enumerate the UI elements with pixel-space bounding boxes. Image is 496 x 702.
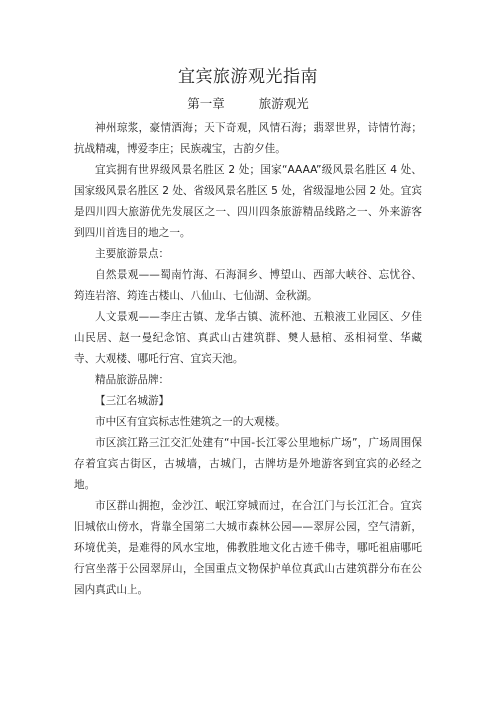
city-paragraph-3: 市区群山拥抱，金沙江、岷江穿城而过，在合江门与长江汇合。宜宾旧城依山傍水，背靠全国第二大城市森林公园——翠屏公园，空气清新，环境优美，是难得的风水宝地，佛教胜地文化古迹千佛寺，哪吒祖庙哪吒行宫坐落于公园翠屏山，全国重点文物保护单位真武山古建筑群分布在公园内真武山上。	[74, 500, 422, 596]
chapter-number: 第一章	[187, 96, 225, 111]
city-paragraph-2: 市区滨江路三江交汇处建有“中国-长江零公里地标广场”，广场周围保存着宜宾古街区，古城墙，古城门，古牌坊是外地游客到宜宾的必经之地。	[74, 437, 422, 491]
overview-paragraph: 宜宾拥有世界级风景名胜区 2 处；国家“AAAA”级风景名胜区 4 处、国家级风景名胜区 2 处、省级风景名胜区 5 处，省级湿地公园 2 处。宜宾是四川四大旅游优先发展区之一、四川四条旅游精品线路之一、外来游客到四川首选目的地之一。	[74, 164, 422, 239]
intro-paragraph: 神州琼浆，豪情酒海；天下奇观，风情石海；翡翠世界，诗情竹海；抗战精魂，博爱李庄；民族魂宝，古韵夕佳。	[74, 122, 422, 155]
main-attractions-label: 主要旅游景点：	[95, 248, 170, 260]
document-body	[74, 118, 422, 601]
city-paragraph-1: 市中区有宜宾标志性建筑之一的大观楼。	[95, 416, 286, 428]
natural-landscape-paragraph: 自然景观——蜀南竹海、石海洞乡、博望山、西部大峡谷、忘忧谷、筠连岩溶、筠连古楼山、八仙山、七仙湖、金秋湖。	[74, 269, 422, 302]
chapter-name: 旅游观光	[258, 96, 309, 111]
chapter-heading	[0, 94, 496, 112]
section-heading: 【三江名城游】	[95, 395, 170, 407]
brand-label: 精品旅游品牌：	[95, 374, 170, 386]
cultural-landscape-paragraph: 人文景观——李庄古镇、龙华古镇、流杯池、五粮液工业园区、夕佳山民居、赵一曼纪念馆、真武山古建筑群、僰人悬棺、丞相祠堂、华藏寺、大观楼、哪吒行宫、宜宾天池。	[74, 311, 422, 365]
document-title: 宜宾旅游观光指南	[178, 67, 318, 87]
